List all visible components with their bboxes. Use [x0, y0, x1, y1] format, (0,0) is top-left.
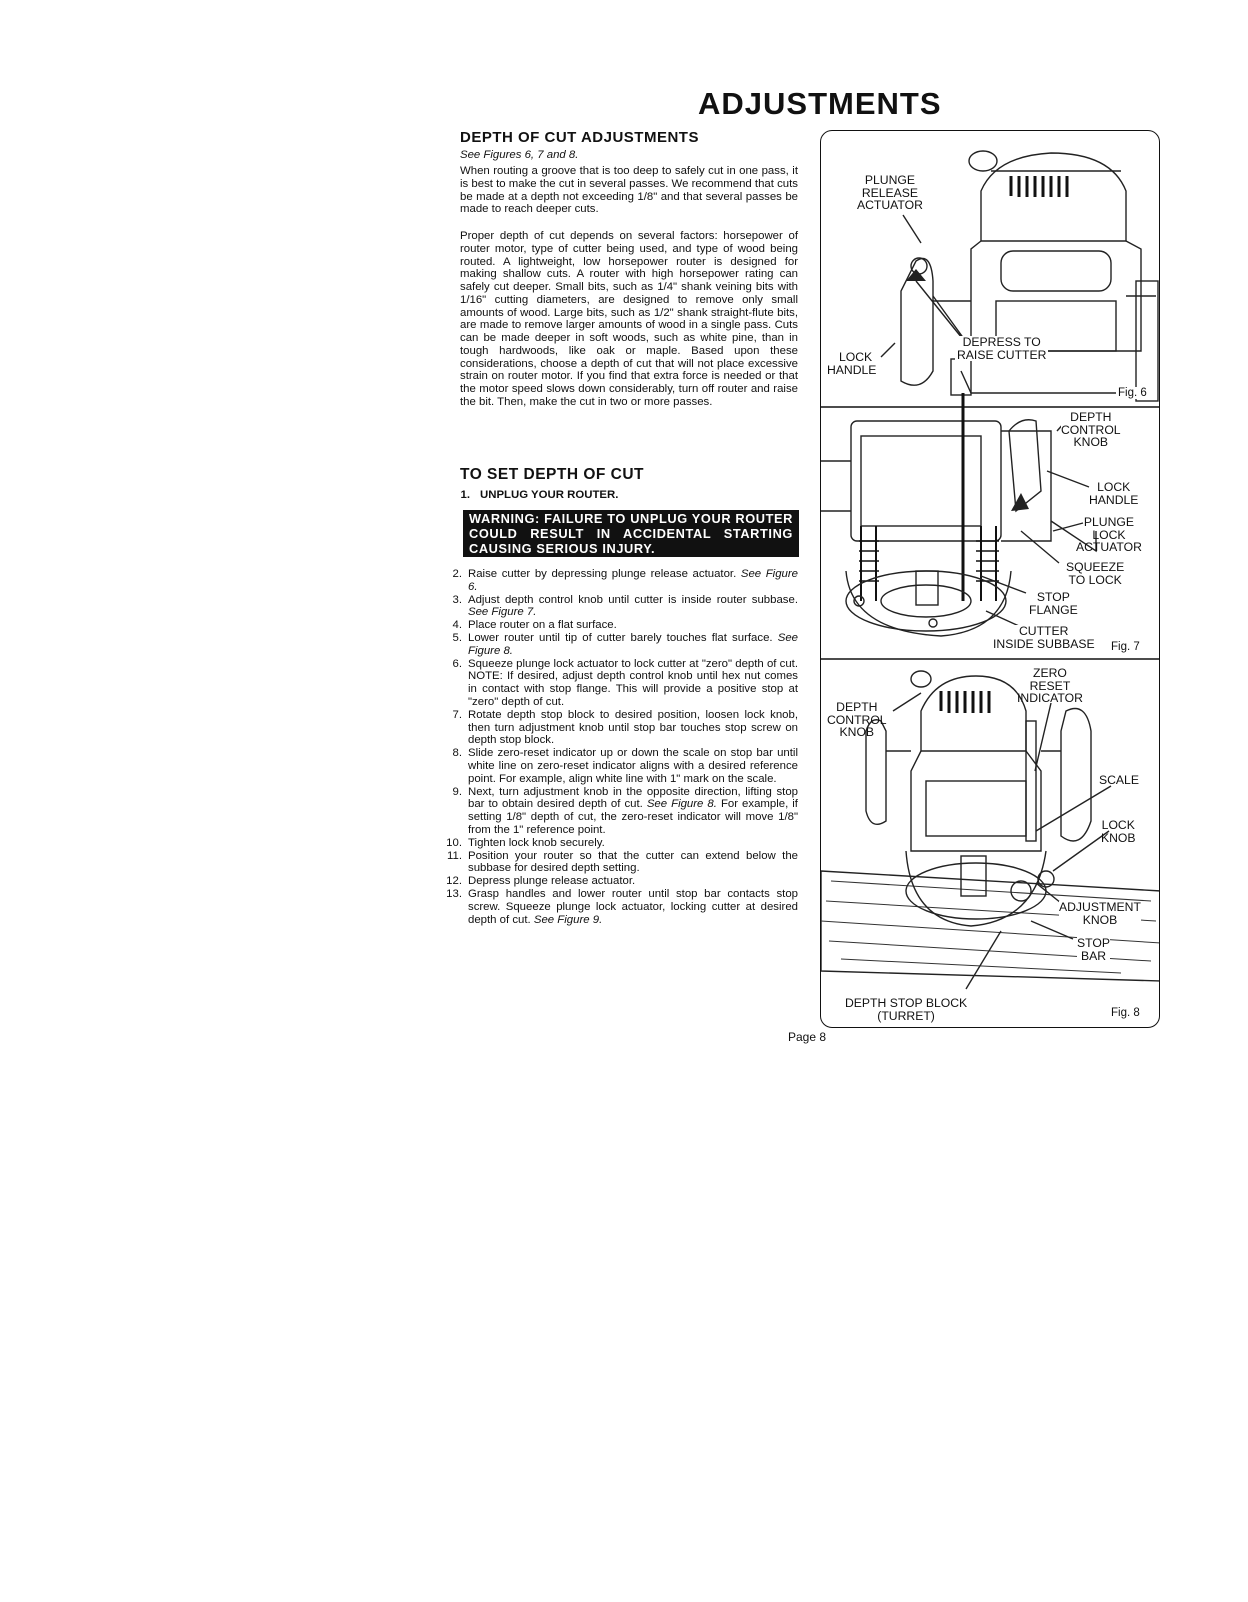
fig7-cutter-label: CUTTER INSIDE SUBBASE	[993, 624, 1095, 651]
fig8-scale-label: SCALE	[1099, 773, 1139, 787]
set-depth-heading: TO SET DEPTH OF CUT	[460, 466, 645, 483]
fig7-plunge-lock-label: PLUNGE LOCK ACTUATOR	[1076, 515, 1142, 555]
steps-list	[440, 568, 798, 926]
list-item: 3. Adjust depth control knob until cutter is inside router subbase. See Figure 7.	[452, 593, 798, 619]
fig7-squeeze-label: SQUEEZE TO LOCK	[1066, 560, 1125, 587]
step-text: UNPLUG YOUR ROUTER.	[480, 489, 619, 501]
list-item: 4. Place router on a flat surface.	[452, 619, 617, 632]
fig7-stop-flange-label: STOP FLANGE	[1029, 590, 1078, 617]
list-item: 10. Tighten lock knob securely.	[446, 836, 605, 849]
fig8-adjustment-knob-label: ADJUSTMENT KNOB	[1059, 900, 1141, 927]
fig7-caption: Fig. 7	[1111, 641, 1140, 653]
list-item: 12. Depress plunge release actuator.	[446, 875, 636, 888]
step-number: 1.	[460, 489, 470, 501]
fig8-depth-stop-block-label: DEPTH STOP BLOCK (TURRET)	[845, 996, 968, 1023]
warning-box: WARNING: FAILURE TO UNPLUG YOUR ROUTER COULD RESULT IN ACCIDENTAL STARTING CAUSING SERIOUS INJURY.	[463, 510, 799, 557]
step-1	[460, 489, 798, 502]
fig8-lock-knob-label: LOCK KNOB	[1101, 818, 1136, 845]
list-item: 9. Next, turn adjustment knob in the opposite direction, lifting stop bar to obtain desired depth of cut. See Figure 8. For example, if setting 1/8" depth of cut, the zero-reset indicator will move 1/8" from the 1" reference point.	[452, 785, 798, 836]
fig6-router-drawing	[901, 151, 1158, 401]
depth-paragraph-1: When routing a groove that is too deep to safely cut in one pass, it is best to make the cut in several passes. We recommend that cuts be made at a depth not exceeding 1/8" and that several passes be made to reach deeper cuts.	[460, 165, 798, 216]
depth-of-cut-heading: DEPTH OF CUT ADJUSTMENTS	[460, 129, 699, 146]
fig6-plunge-release-label: PLUNGE RELEASE ACTUATOR	[857, 173, 923, 213]
page-number: Page 8	[788, 1030, 827, 1044]
list-item: 2. Raise cutter by depressing plunge release actuator. See Figure 6.	[452, 568, 798, 593]
fig7-depth-control-label: DEPTH CONTROL KNOB	[1061, 410, 1121, 450]
fig8-stop-bar-label: STOP BAR	[1077, 936, 1110, 963]
fig6-lock-handle-label: LOCK HANDLE	[827, 350, 877, 377]
fig8-depth-control-label: DEPTH CONTROL KNOB	[827, 700, 887, 740]
list-item: 6. Squeeze plunge lock actuator to lock cutter at "zero" depth of cut. NOTE: If desired, adjust depth control knob until hex nut comes in contact with stop flange. This will provide a positive stop at "zero" depth of cut.	[452, 657, 798, 708]
figure-panel	[820, 130, 1160, 1028]
fig8-caption: Fig. 8	[1111, 1007, 1140, 1019]
list-item: 13. Grasp handles and lower router until stop bar contacts stop screw. Squeeze plunge lock actuator, locking cutter at desired depth of cut. See Figure 9.	[446, 887, 798, 926]
fig6-depress-label: DEPRESS TO RAISE CUTTER	[957, 335, 1047, 362]
page-title: ADJUSTMENTS	[698, 86, 942, 121]
depth-paragraph-2: Proper depth of cut depends on several factors: horsepower of router motor, type of cutter being used, and type of wood being routed. A lightweight, low horsepower router is designed for making shallow cuts. A router with high horsepower rating can safely cut deeper. Small bits, such as 1/4" shank veining bits with 1/16" cutting diameters, are designed to remove only small amounts of wood. Large bits, such as 1/2" shank straight-flute bits, are made to remove larger amounts of wood in a single pass. Cuts can be made deeper in soft woods, such as white pine, than in tough hardwoods, like oak or maple. Based upon these considerations, choose a depth of cut that will not place excessive strain on router motor. If you find that extra force is needed or that the motor speed slows down considerably, turn off router and raise the bit. Then, make the cut in two or more passes.	[460, 230, 798, 408]
list-item: 7. Rotate depth stop block to desired position, loosen lock knob, then turn adjustment knob until stop bar touches stop screw on depth stop block.	[452, 708, 798, 747]
list-item: 8. Slide zero-reset indicator up or down the scale on stop bar until white line on zero-reset indicator aligns with a desired reference point. For example, align white line with 1" mark on the scale.	[452, 747, 798, 785]
fig8-zero-reset-label: ZERO RESET INDICATOR	[1017, 666, 1083, 706]
see-figures-note: See Figures 6, 7 and 8.	[460, 149, 579, 161]
fig6-caption: Fig. 6	[1118, 387, 1147, 399]
list-item: 5. Lower router until tip of cutter barely touches flat surface. See Figure 8.	[452, 631, 798, 657]
fig7-lock-handle-label: LOCK HANDLE	[1089, 480, 1139, 507]
list-item: 11. Position your router so that the cutter can extend below the subbase for desired depth setting.	[447, 849, 798, 875]
